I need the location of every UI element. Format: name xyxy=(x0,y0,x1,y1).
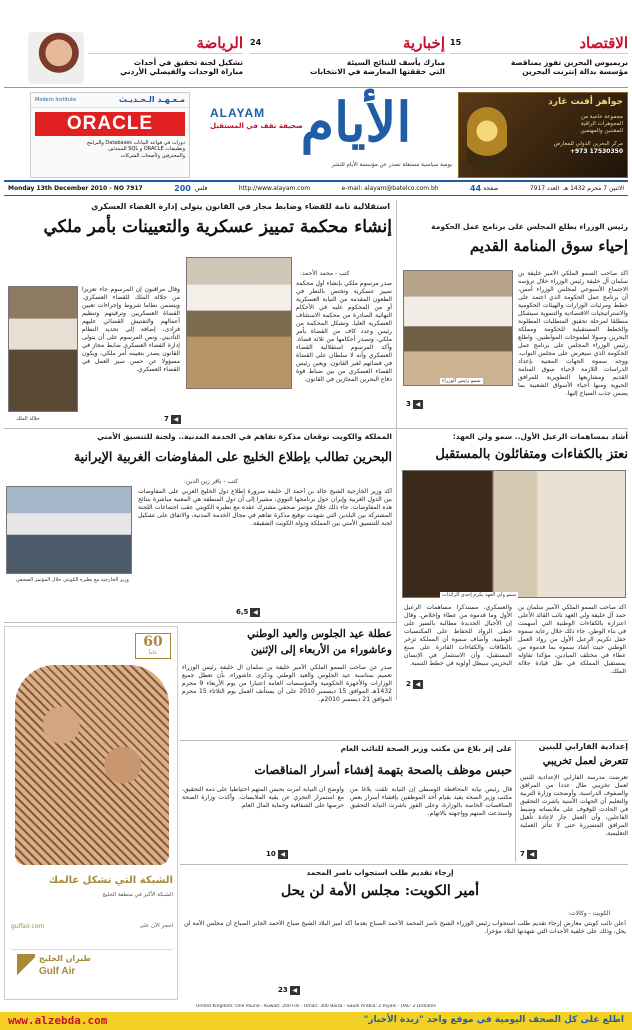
footer-prices: United Kingdom: One Pound - Kuwait: 200 Fils - Oman: 300 Baiza - Saudi Arabia: 2 Riyals - UAE: 2 Dirhams xyxy=(196,1004,436,1009)
story2-body-left: وقال مراقبون إن المرسوم جاء تعزيزا من جلالة الملك للقضاء العسكري. ويتضمن نظاما شروط وإجراءات تعيين القضاة العسكريين وترقيتهم وتنظيم أعمالهم والتفتيش القضائي عليهم فرادى، إضافة إلى تحديد النظام التأديبي. ونص المرسوم على أن يتولى إدارة القضاء العسكري ضابط مجاز في القانون يصدر بتعيينه أمر ملكي، ويكون مسؤولا عن حسن سير العمل في القضاء العسكري. xyxy=(82,286,180,374)
page-ref-number: 10 xyxy=(266,850,276,859)
section-divider xyxy=(180,740,628,741)
arrow-icon: ◀ xyxy=(413,680,423,689)
gulfair-ad[interactable] xyxy=(4,626,178,1000)
story5-body: صدر عن صاحب السمو الملكي الأمير خليفة بن سلمان آل خليفة رئيس الوزراء تعميم بمناسبة عيد الجلوس والعيد الوطني وذكرى عاشوراء، بأن تعطل جميع الوزارات والأجهزة الحكومية والمؤسسات العامة اعتبارا من يوم الأربعاء 9 محرم 1432هـ الموافق 15 ديسمبر 2010 على أن يستأنف العمل يوم الثلاثاء 15 محرم الموافق 21 ديسمبر 2010م. xyxy=(182,664,392,704)
gulfair-brand-en: Gulf Air xyxy=(39,966,76,977)
story6-page-ref[interactable] xyxy=(520,850,537,859)
teaser-sports[interactable] xyxy=(88,34,243,80)
story4-kicker: المملكة والكويت توقعان مذكرة تفاهم في الخدمة المدنية.. ولجنة للتنسيق الأمني xyxy=(97,432,392,441)
story4-photo xyxy=(6,486,132,574)
price-value: 200 xyxy=(174,183,191,193)
story2-kicker: استقلالية تامة للقضاء وضابط مجاز في القانون يتولى إدارة القضاء العسكري xyxy=(91,202,390,211)
story8-byline: الكويت - وكالات: xyxy=(568,910,611,917)
story2-headline[interactable]: إنشاء محكمة تمييز عسكرية والتعيينات بأمر ملكي xyxy=(43,217,392,237)
masthead xyxy=(196,92,454,176)
gold-ad-crown xyxy=(467,107,507,167)
gold-ad-line: مجموعة خاصة من xyxy=(580,114,623,121)
story4-body: أكد وزير الخارجية الشيخ خالد بن أحمد آل خليفة ضرورة إطلاع دول الخليج العربي على المفاوضات بين الدول الغربية وإيران حول برنامجها النووي، مشيرا إلى أن دول المنطقة هي المعنية مباشرة بنتائج هذه المفاوضات. جاء ذلك خلال مؤتمر صحفي مشترك عقده مع نظيره الكويتي عقب اجتماعات اللجنة المشتركة بين البلدين التي شهدت توقيع مذكرة تفاهم في مجال الخدمة المدنية، والاتفاق على تشكيل لجنة للتنسيق الأمني بين المملكة ودولة الكويت الشقيقة. xyxy=(138,488,392,528)
story7-body-left: وأوضح أن النيابة أمرت بحبس المتهم احتياطيا على ذمة التحقيق، مع استمرار التحري عن بقية الملابسات. وأكدت وزارة الصحة حرصها على الشفافية وحماية المال العام. xyxy=(182,786,344,810)
arrow-icon: ◀ xyxy=(171,415,181,424)
oracle-ad-line: دورات في قواعد البيانات Databases والبرامج xyxy=(86,140,185,146)
footer-banner-text: اطلع على كل الصحف اليومية في موقع واحد "زبدة الأخبار" xyxy=(363,1015,624,1026)
gold-ad-title: جواهر أفنت غارد xyxy=(548,97,623,107)
oracle-ad-line: والمحترفين ولأصحاب الشركات xyxy=(120,152,185,159)
teaser-line: مؤسسة بدالة إنترنت البحرين xyxy=(522,67,628,77)
story2-caption: جلالة الملك xyxy=(16,416,40,422)
gulfair-henna-hands xyxy=(15,665,169,865)
story2-king-photo xyxy=(8,286,78,412)
column-divider xyxy=(396,430,397,700)
column-divider xyxy=(396,200,397,428)
story5-headline-1[interactable]: عطلة عيد الجلوس والعيد الوطني xyxy=(247,628,392,640)
price-label: فلس xyxy=(194,184,208,192)
teaser-page: 15 xyxy=(450,38,462,48)
page-ref-number: 7 xyxy=(520,850,525,859)
story3-photo xyxy=(402,470,626,598)
story3-body-left: والعسكري، مستذكرا مساهمات الرعيل الأول وما قدموه من عطاء وإخلاص. وقال إن الأجيال الجديدة مطالبة بالسير على خطى الرواد للحفاظ على المكتسبات الوطنية. وأضاف سموه أن المملكة تزخر بالطاقات والكفاءات القادرة على صنع المستقبل، وأن الاستثمار في الإنسان البحريني سيظل أولوية في خطط التنمية. xyxy=(404,604,512,668)
teaser-page: 24 xyxy=(250,38,262,48)
story2-photo xyxy=(186,257,292,389)
gulfair-cta: احجز الآن على xyxy=(139,923,173,930)
masthead-title: الأيام xyxy=(300,90,412,154)
story6-body: تعرضت مدرسة الفارابي الإعدادية للبنين لعمل تخريبي طال عددا من المرافق والصفوف الدراسية. وأوضحت وزارة التربية والتعليم أن الجهات الأمنية باشرت التحقيق في الحادث للوقوف على ملابساته وضبط الفاعلين، وأن العمل جار لإعادة تأهيل المرافق المتضررة حتى لا تتأثر العملية التعليمية. xyxy=(520,774,628,838)
page-ref-number: 3 xyxy=(406,400,411,409)
story4-byline: كتب - باقر زين الدين: xyxy=(184,478,239,485)
page-ref-number: 6,5 xyxy=(236,608,249,617)
story2-body-right: صدر مرسوم ملكي بإنشاء أول محكمة تمييز عسكرية وتختص بالنظر في الطعون المقدمة من النيابة العسكرية أو من المحكوم عليه في الأحكام النهائية الصادرة من محكمة الاستئناف العسكرية العليا. وتشكل المحكمة من رئيس وعدد كاف من القضاة بأمر ملكي، وتصدر أحكامها من ثلاثة قضاة. وأكد المرسوم استقلالية القضاء العسكري وأنه لا سلطان على القضاة في قضائهم لغير القانون. ويعين رئيس القضاء العسكري من بين ضباط قوة دفاع البحرين المجازين في القانون. xyxy=(296,280,392,384)
masthead-slogan: صحيفة تقف في المستقبل xyxy=(210,122,303,130)
story5-headline-2[interactable]: وعاشوراء من الأربعاء إلى الإثنين xyxy=(250,644,392,656)
page-ref-number: 7 xyxy=(164,415,169,424)
teaser-economy[interactable] xyxy=(450,34,628,80)
footer-banner[interactable] xyxy=(0,1012,632,1030)
story1-headline[interactable]: إحياء سوق المنامة القديم xyxy=(469,237,628,255)
story3-caption: سمو ولي العهد يكرم إحدى الرائدات xyxy=(442,592,517,598)
story6-headline[interactable]: تتعرض لعمل تخريبي xyxy=(542,756,628,767)
gulfair-web[interactable]: gulfair.com xyxy=(11,923,45,930)
teaser-line: مبارك يأسف للنتائج السيئة xyxy=(346,57,445,67)
story2-page-ref[interactable] xyxy=(164,415,181,424)
teaser-section: إخبارية xyxy=(403,34,445,52)
header-teasers xyxy=(0,0,632,86)
story7-kicker: على إثر بلاغ من مكتب وزير الصحة للنائب العام xyxy=(340,744,512,753)
arrow-icon: ◀ xyxy=(290,986,300,995)
arrow-icon: ◀ xyxy=(250,608,260,617)
story1-caption: سمو رئيس الوزراء xyxy=(442,378,481,384)
teaser-line: تشكيل لجنة تحقيق في أحداث xyxy=(133,57,243,67)
gulfair-brand-ar: طيران الخليج xyxy=(39,954,91,963)
date-en: Monday 13th December 2010 - NO 7917 xyxy=(8,184,143,192)
info-bar xyxy=(4,180,628,196)
teaser-line: بريميوس البحرين تفوز بمناقصة xyxy=(510,57,628,67)
story4-headline[interactable]: البحرين تطالب بإطلاع الخليج على المفاوضات الغربية الإيرانية xyxy=(73,449,392,464)
masthead-latin: ALAYAM xyxy=(210,106,266,120)
oracle-ad-institute: مـعـهـد الـحـديـث xyxy=(118,95,185,104)
masthead-tagline: يومية سياسية مستقلة تصدر عن مؤسسة الأيام للنشر xyxy=(331,162,452,168)
story1-page-ref[interactable] xyxy=(406,400,423,409)
gold-ad-line: المجوهرات الراقية xyxy=(580,121,623,128)
gulfair-falcon-icon xyxy=(17,954,35,978)
pages-label: صفحة xyxy=(483,184,499,192)
story1-kicker: رئيس الوزراء يطلع المجلس على برنامج عمل الحكومة xyxy=(431,222,628,231)
gold-ad-line: للمقتنين والمهتمين xyxy=(580,128,623,134)
column-divider xyxy=(515,740,516,862)
teaser-line: التي حققتها المعارضة في الانتخابات xyxy=(309,67,445,77)
story2-byline: كتب - محمد الأحمد: xyxy=(300,270,350,277)
website[interactable]: http://www.alayam.com xyxy=(238,184,311,192)
page-ref-number: 23 xyxy=(278,986,288,995)
teaser-section: الاقتصاد xyxy=(579,34,628,52)
section-divider xyxy=(4,622,396,623)
page-ref-number: 2 xyxy=(406,680,411,689)
gold-ad-phone: +973 17530350 xyxy=(569,147,623,155)
section-divider xyxy=(4,428,628,429)
story7-headline[interactable]: حبس موظف بالصحة بتهمة إفشاء أسرار المناقصات xyxy=(254,763,512,777)
footer-banner-site[interactable]: www.alzebda.com xyxy=(8,1014,108,1028)
story7-page-ref[interactable] xyxy=(266,850,288,859)
teaser-section: الرياضة xyxy=(196,34,243,52)
gold-ad-line: مركز البحرين الدولي للمعارض xyxy=(553,140,623,147)
oracle-ad-line: وتطبيقات ORACLE و SQL للمبتدئين xyxy=(108,146,185,153)
story3-headline[interactable]: نعتز بالكفاءات ومتفائلون بالمستقبل xyxy=(435,447,628,462)
gulfair-badge-number: 60 xyxy=(143,634,163,650)
story8-page-ref[interactable] xyxy=(278,986,300,995)
teaser-sports-photo xyxy=(28,32,84,84)
oracle-ad[interactable] xyxy=(30,92,190,178)
arrow-icon: ◀ xyxy=(278,850,288,859)
pages-count: 44 xyxy=(470,183,482,193)
date-ar: الاثنين 7 محرم 1432 هـ xyxy=(563,184,624,192)
story7-body-right: قال رئيس نيابة المحافظة الوسطى إن النيابة تلقت بلاغا من مكتب وزير الصحة يفيد بقيام أحد الموظفين بإفشاء أسرار بعض المناقصات الخاصة بالوزارة، وعلى الفور باشرت النيابة التحقيق واستدعت المتهم وواجهته بالاتهام. xyxy=(350,786,512,818)
story4-page-ref[interactable] xyxy=(236,608,260,617)
story3-body-right: أكد صاحب السمو الملكي الأمير سلمان بن حمد آل خليفة ولي العهد نائب القائد الأعلى اعتزازه بالكفاءات الوطنية التي أسهمت في بناء الوطن. جاء ذلك خلال رعاية سموه حفل تكريم الرعيل الأول من رواد العمل الوطني حيث أشاد سموه بما قدموه من عطاء في مختلف الميادين، مؤكدا تفاؤله بمستقبل المملكة في ظل قيادة جلالة الملك. xyxy=(518,604,626,676)
story4-caption: وزير الخارجية مع نظيره الكويتي خلال المؤتمر الصحفي xyxy=(16,577,129,583)
story3-kicker: أشاد بمساهمات الرعيل الأول.. سمو ولي العهد: xyxy=(452,432,628,441)
oracle-logo: ORACLE xyxy=(35,112,185,136)
issue-no: العدد 7917 xyxy=(529,184,560,192)
gulfair-badge-sub: عاماً xyxy=(148,650,158,656)
story8-kicker: إرجاء تقديم طلب استجواب ناصر المحمد xyxy=(306,868,454,877)
story6-kicker: إعدادية الفارابي للبنين xyxy=(538,742,628,751)
gulfair-sub: الشبكة الأكبر في منطقة الخليج xyxy=(102,891,173,898)
arrow-icon: ◀ xyxy=(527,850,537,859)
gulfair-headline: الشبكة التي تشكل عالمك xyxy=(48,875,173,886)
teaser-news[interactable] xyxy=(250,34,445,80)
story8-body: أعلن نائب كويتي معارض إرجاء تقديم طلب استجواب رئيس الوزراء الشيخ ناصر المحمد الأحمد الصباح بعدما أكد أمير البلاد الشيخ صباح الأحمد الجابر الصباح أن مجلس الأمة لن يحل، وذلك على خلفية الأحداث التي شهدتها البلاد مؤخرا. xyxy=(184,920,626,936)
story3-page-ref[interactable] xyxy=(406,680,423,689)
story1-photo xyxy=(403,270,513,386)
section-divider xyxy=(180,864,628,865)
story8-headline[interactable]: أمير الكويت: مجلس الأمة لن يحل xyxy=(281,883,479,899)
gulfair-badge xyxy=(135,633,171,659)
teaser-line: مباراة الوحدات والفيصلي الأردني xyxy=(120,67,243,77)
gold-ad[interactable] xyxy=(458,92,628,178)
story1-body: أكد صاحب السمو الملكي الأمير خليفة بن سلمان آل خليفة رئيس الوزراء خلال ترؤسه الاجتماع الأسبوعي لمجلس الوزراء أمس، أن برنامج عمل الحكومة الذي اعتمد على خطط ومرئيات الوزارات والهيئات الحكومية والاستراتيجيات الاقتصادية والتنموية سيشكل منطلقا لمرحلة تحقيق المتطلبات المطلوبة والخطط المستقبلية للحكومة ومملكة البحرين وصولا لطموحات المواطنين. واطلع رئيس الوزراء المجلس على برنامج عمل الحكومة الذي سيعرض على مجلس النواب. ووجه سموه الجهات المعنية بإعداد الدراسات اللازمة لإحياء سوق المنامة القديم ومشاريعها التطويرية للمرافق الحيوية ومنها أحياء الأسواق الشعبية بما يضمن جذب السياح إليها. xyxy=(518,270,628,398)
arrow-icon: ◀ xyxy=(413,400,423,409)
email[interactable]: e-mail: alayam@batelco.com.bh xyxy=(341,184,439,192)
oracle-ad-latin: Modern Institute xyxy=(35,96,77,103)
